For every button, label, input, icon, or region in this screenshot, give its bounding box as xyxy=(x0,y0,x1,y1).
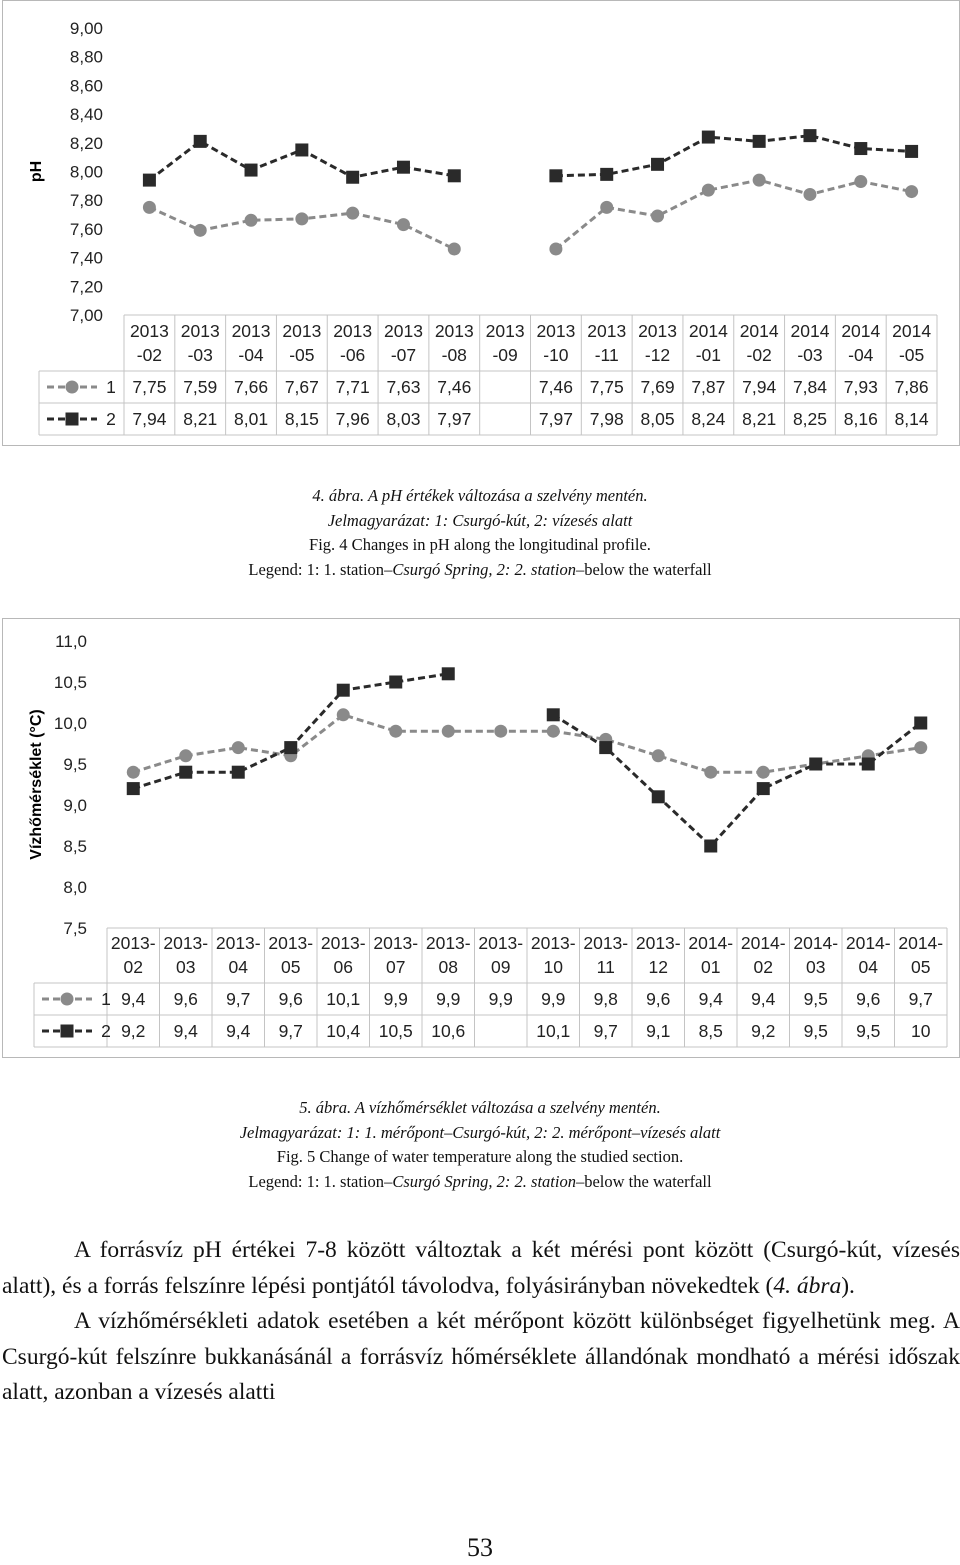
ph-chart-series-1-legend-marker xyxy=(66,381,79,394)
ph-chart-y-tick-label: 8,00 xyxy=(69,162,103,182)
temperature-chart-y-tick-label: 9,0 xyxy=(63,796,87,815)
ph-chart-series-1-point xyxy=(651,209,664,222)
temperature-chart-series-1-point xyxy=(127,766,140,779)
temperature-chart-series-2-data-label: 9,2 xyxy=(121,1021,146,1041)
ph-chart-category-label: 2013 -04 xyxy=(231,321,271,365)
ph-chart-y-tick-label: 8,80 xyxy=(69,47,103,67)
temperature-chart-series-2-point xyxy=(179,766,192,779)
ph-chart-series-2-data-label: 7,97 xyxy=(538,409,573,429)
ph-chart-series-2-point xyxy=(143,174,156,187)
ph-chart-series-2-point xyxy=(803,129,816,142)
temperature-chart-series-1-point xyxy=(389,725,402,738)
ph-chart-series-1-point xyxy=(346,207,359,220)
figure-4-legend-en-a: Legend: 1: 1. station xyxy=(248,559,385,579)
ph-chart-series-2-data-label: 8,05 xyxy=(640,409,675,429)
temperature-chart-series-2-point xyxy=(337,684,350,697)
ph-chart-series-2-point xyxy=(854,142,867,155)
temperature-chart-series-1-legend-marker xyxy=(61,993,74,1006)
ph-chart-series-2-data-label: 7,94 xyxy=(132,409,167,429)
ph-chart-y-tick-label: 9,00 xyxy=(69,19,103,38)
ph-chart-series-2-point xyxy=(600,168,613,181)
temperature-chart-category-label: 2013-09 xyxy=(478,933,524,977)
temperature-chart-series-1-point xyxy=(652,749,665,762)
temperature-chart-series-2-point xyxy=(547,708,560,721)
ph-chart-series-1-point xyxy=(245,214,258,227)
ph-chart-series-2-data-label: 8,15 xyxy=(284,409,319,429)
temperature-chart-series-1-data-label: 9,8 xyxy=(593,989,618,1009)
ph-chart-series-2-data-label: 8,24 xyxy=(691,409,726,429)
temperature-chart-category-label: 2014-01 xyxy=(688,933,734,977)
temperature-chart-series-2-point xyxy=(757,782,770,795)
temperature-chart-series-1-point xyxy=(232,741,245,754)
ph-chart-series-1-point xyxy=(295,212,308,225)
temperature-chart-series-1-data-label: 9,9 xyxy=(541,989,566,1009)
temperature-chart-series-1-point xyxy=(179,749,192,762)
figure-4-legend-en-b: –Csurgó Spring, 2: 2. station xyxy=(384,559,576,579)
ph-chart-series-1-point xyxy=(194,224,207,237)
figure-5-number: 5. ábra. xyxy=(299,1098,352,1117)
ph-chart-series-1-point xyxy=(397,218,410,231)
temperature-chart-series-1-data-label: 9,9 xyxy=(383,989,408,1009)
figure-5-title: A vízhőmérséklet változása a szelvény mentén. xyxy=(351,1098,661,1117)
ph-chart-y-axis-title: pH xyxy=(28,160,45,183)
temperature-chart-series-2-point xyxy=(652,790,665,803)
temperature-chart-series-2-point xyxy=(704,840,717,853)
figure-5-legend-en-b: –Csurgó Spring, 2: 2. station xyxy=(384,1171,576,1191)
temperature-chart-y-tick-label: 8,5 xyxy=(63,837,87,856)
ph-chart-category-label: 2013 -08 xyxy=(434,321,474,365)
temperature-chart-series-2-point xyxy=(389,676,402,689)
ph-chart-series-1-data-label: 7,66 xyxy=(234,377,269,397)
temperature-chart-y-tick-label: 9,5 xyxy=(63,755,87,774)
figure-4-title-en: Fig. 4 Changes in pH along the longitudinal profile. xyxy=(309,535,651,554)
temperature-chart-category-label: 2014-04 xyxy=(845,933,891,977)
ph-chart-series-1-point xyxy=(448,242,461,255)
temperature-chart-category-label: 2014-05 xyxy=(898,933,944,977)
ph-chart-series-1-data-label: 7,93 xyxy=(843,377,878,397)
temperature-chart-series-2-point xyxy=(599,741,612,754)
ph-chart-series-1-point xyxy=(600,201,613,214)
temperature-chart-series-1-line xyxy=(133,715,921,772)
temperature-chart-series-2-legend-marker xyxy=(61,1025,74,1038)
ph-chart-series-2-legend-label: 2 xyxy=(106,409,116,429)
temperature-chart-category-label: 2013-07 xyxy=(373,933,419,977)
temperature-chart-series-1-data-label: 9,4 xyxy=(698,989,723,1009)
ph-chart-series-1-data-label: 7,86 xyxy=(894,377,929,397)
temperature-chart-y-tick-label: 11,0 xyxy=(55,632,87,651)
ph-chart-series-1-point xyxy=(143,201,156,214)
ph-chart-series-2-point xyxy=(448,169,461,182)
ph-chart-series-1-point xyxy=(702,184,715,197)
page-number: 53 xyxy=(467,1533,493,1562)
ph-chart-y-tick-label: 7,60 xyxy=(69,219,103,239)
ph-chart-series-1-data-label: 7,69 xyxy=(640,377,675,397)
figure-4-legend-en-c: –below the waterfall xyxy=(575,559,712,579)
ph-chart-category-label: 2013 -03 xyxy=(180,321,220,365)
ph-chart-series-2-point xyxy=(651,158,664,171)
temperature-chart-series-1-data-label: 9,6 xyxy=(646,989,671,1009)
temperature-chart-series-1-point xyxy=(757,766,770,779)
temperature-chart-series-2-data-label: 9,4 xyxy=(226,1021,251,1041)
temperature-chart-series-2-point xyxy=(862,758,875,771)
ph-chart-y-tick-label: 7,40 xyxy=(69,248,103,268)
temperature-chart-series-2-point xyxy=(914,717,927,730)
ph-chart-series-2-data-label: 7,97 xyxy=(437,409,472,429)
ph-chart-y-tick-label: 7,00 xyxy=(69,306,103,325)
ph-chart-category-label: 2013 -10 xyxy=(536,321,576,365)
ph-chart-series-1-point xyxy=(753,174,766,187)
temperature-chart-series-1-data-label: 9,6 xyxy=(278,989,303,1009)
paragraph-2: A vízhőmérsékleti adatok esetében a két mérőpont között különbséget figyelhetünk meg. A Csurgó-kút felszínre bukkanásánál a forrásvíz hőmérséklete állandónak mondható a mérési időszak alatt, azonban a vízesés alatti xyxy=(2,1308,960,1405)
ph-chart-series-1-data-label: 7,87 xyxy=(691,377,726,397)
temperature-chart-series-1-data-label: 9,5 xyxy=(803,989,828,1009)
ph-chart-series-2-legend-marker xyxy=(66,413,79,426)
temperature-chart-series-2-point xyxy=(232,766,245,779)
ph-chart-series-1-data-label: 7,75 xyxy=(589,377,624,397)
ph-chart-y-tick-label: 7,80 xyxy=(69,191,103,211)
ph-chart-series-2-data-label: 8,21 xyxy=(183,409,218,429)
ph-chart-series-2-point xyxy=(346,171,359,184)
temperature-chart-category-label: 2013-10 xyxy=(530,933,576,977)
temperature-chart-series-2-data-label: 9,5 xyxy=(803,1021,828,1041)
temperature-chart-category-label: 2013-12 xyxy=(635,933,681,977)
ph-chart-series-1-point xyxy=(905,185,918,198)
ph-chart-series-1-data-label: 7,84 xyxy=(792,377,827,397)
water-temperature-chart xyxy=(2,618,960,1058)
temperature-chart-series-2-data-label: 9,7 xyxy=(278,1021,303,1041)
temperature-chart-series-1-point xyxy=(442,725,455,738)
ph-chart-series-1-data-label: 7,63 xyxy=(386,377,421,397)
ph-chart-y-tick-label: 8,20 xyxy=(69,133,103,153)
temperature-chart-series-2-data-label: 10,4 xyxy=(326,1021,361,1041)
ph-chart-series-2-data-label: 7,98 xyxy=(589,409,624,429)
temperature-chart-category-label: 2013-05 xyxy=(268,933,314,977)
temperature-chart-series-1-point xyxy=(914,741,927,754)
temperature-chart-y-tick-label: 10,0 xyxy=(53,714,87,733)
temperature-chart-series-2-legend-label: 2 xyxy=(101,1021,111,1041)
temperature-chart-category-label: 2013-04 xyxy=(215,933,261,977)
ph-chart-series-2-point xyxy=(753,135,766,148)
temperature-chart-series-2-point xyxy=(284,741,297,754)
ph-chart-series-2-data-label: 8,01 xyxy=(234,409,269,429)
figure-4-number: 4. ábra. xyxy=(312,486,365,505)
ph-chart-series-1-data-label: 7,59 xyxy=(183,377,218,397)
temperature-chart-series-2-data-label: 9,2 xyxy=(751,1021,776,1041)
temperature-chart-series-1-data-label: 10,1 xyxy=(326,989,361,1009)
ph-chart-category-label: 2013 -02 xyxy=(129,321,169,365)
temperature-chart-category-label: 2014-03 xyxy=(793,933,839,977)
ph-chart-series-2-point xyxy=(549,169,562,182)
temperature-chart-series-1-point xyxy=(704,766,717,779)
ph-chart-category-label: 2013 -09 xyxy=(485,321,525,365)
ph-chart-series-1-line xyxy=(556,180,912,249)
ph-chart xyxy=(2,0,960,446)
figure-5-title-en: Fig. 5 Change of water temperature along the studied section. xyxy=(276,1147,684,1166)
ph-chart-series-2-point xyxy=(905,145,918,158)
temperature-chart-series-2-data-label: 10,6 xyxy=(431,1021,466,1041)
ph-chart-series-1-point xyxy=(854,175,867,188)
ph-chart-series-2-data-label: 8,25 xyxy=(792,409,827,429)
ph-chart-y-tick-label: 7,20 xyxy=(69,277,103,297)
temperature-chart-category-label: 2013-11 xyxy=(583,933,629,977)
figure-4-legend-hu: Jelmagyarázat: 1: Csurgó-kút, 2: vízesés alatt xyxy=(327,510,633,530)
ph-chart-category-label: 2014 -03 xyxy=(790,321,830,365)
temperature-chart-series-1-point xyxy=(547,725,560,738)
ph-chart-series-2-point xyxy=(397,161,410,174)
figure-reference: 4. ábra xyxy=(773,1272,842,1299)
temperature-chart-series-1-point xyxy=(494,725,507,738)
ph-chart-series-2-data-label: 8,03 xyxy=(386,409,421,429)
figure-4-title: A pH értékek változása a szelvény mentén. xyxy=(364,486,648,505)
ph-chart-series-2-point xyxy=(295,143,308,156)
temperature-chart-series-1-legend-label: 1 xyxy=(101,989,111,1009)
ph-chart-series-1-data-label: 7,75 xyxy=(132,377,167,397)
temperature-chart-series-1-data-label: 9,9 xyxy=(488,989,513,1009)
ph-chart-series-1-point xyxy=(549,242,562,255)
ph-chart-series-1-data-label: 7,94 xyxy=(742,377,777,397)
temperature-chart-category-label: 2014-02 xyxy=(740,933,786,977)
temperature-chart-series-2-data-label: 8,5 xyxy=(698,1021,723,1041)
ph-chart-y-tick-label: 8,40 xyxy=(69,105,103,125)
ph-chart-series-1-data-label: 7,67 xyxy=(284,377,319,397)
temperature-chart-series-2-point xyxy=(809,758,822,771)
ph-chart-series-1-data-label: 7,46 xyxy=(538,377,573,397)
ph-chart-series-1-data-label: 7,71 xyxy=(335,377,370,397)
figure-4-caption xyxy=(0,484,960,582)
ph-chart-category-label: 2013 -11 xyxy=(587,321,627,365)
temperature-chart-series-1-data-label: 9,6 xyxy=(856,989,881,1009)
temperature-chart-category-label: 2013-08 xyxy=(425,933,471,977)
temperature-chart-y-tick-label: 8,0 xyxy=(63,878,87,897)
temperature-chart-series-2-data-label: 10,5 xyxy=(378,1021,413,1041)
ph-chart-category-label: 2013 -05 xyxy=(282,321,322,365)
ph-chart-category-label: 2014 -02 xyxy=(739,321,779,365)
ph-chart-series-2-point xyxy=(702,131,715,144)
ph-chart-series-2-data-label: 8,16 xyxy=(843,409,878,429)
temperature-chart-series-2-data-label: 9,5 xyxy=(856,1021,881,1041)
water-temperature-chart-svg xyxy=(3,619,959,1057)
ph-chart-y-tick-label: 8,60 xyxy=(69,76,103,96)
temperature-chart-series-1-data-label: 9,4 xyxy=(121,989,146,1009)
figure-5-legend-hu: Jelmagyarázat: 1: 1. mérőpont–Csurgó-kút, 2: 2. mérőpont–vízesés alatt xyxy=(239,1122,721,1142)
paragraph-1-end: ). xyxy=(841,1272,855,1299)
temperature-chart-series-2-data-label: 10 xyxy=(911,1021,931,1041)
temperature-chart-y-axis-title: Vízhőmérséklet (°C) xyxy=(28,709,45,860)
ph-chart-category-label: 2014 -01 xyxy=(688,321,728,365)
figure-5-legend-en-a: Legend: 1: 1. station xyxy=(248,1171,385,1191)
temperature-chart-category-label: 2013-02 xyxy=(110,933,156,977)
temperature-chart-category-label: 2013-06 xyxy=(320,933,366,977)
ph-chart-series-2-data-label: 8,21 xyxy=(742,409,777,429)
temperature-chart-series-2-data-label: 9,4 xyxy=(173,1021,198,1041)
temperature-chart-series-1-data-label: 9,7 xyxy=(908,989,933,1009)
ph-chart-category-label: 2013 -06 xyxy=(333,321,373,365)
ph-chart-category-label: 2013 -12 xyxy=(638,321,677,365)
temperature-chart-series-2-data-label: 10,1 xyxy=(536,1021,571,1041)
figure-5-caption xyxy=(0,1096,960,1194)
ph-chart-series-2-data-label: 8,14 xyxy=(894,409,929,429)
temperature-chart-series-1-data-label: 9,7 xyxy=(226,989,251,1009)
ph-chart-series-1-point xyxy=(803,188,816,201)
ph-chart-category-label: 2014 -05 xyxy=(892,321,932,365)
ph-chart-series-2-point xyxy=(245,164,258,177)
ph-chart-category-label: 2013 -07 xyxy=(384,321,423,365)
temperature-chart-series-2-point xyxy=(127,782,140,795)
ph-chart-series-1-legend-label: 1 xyxy=(106,377,116,397)
figure-5-legend-en-c: –below the waterfall xyxy=(575,1171,712,1191)
temperature-chart-series-1-data-label: 9,4 xyxy=(751,989,776,1009)
temperature-chart-y-tick-label: 10,5 xyxy=(53,673,87,692)
ph-chart-svg xyxy=(3,1,959,445)
ph-chart-category-label: 2014 -04 xyxy=(841,321,881,365)
ph-chart-series-2-point xyxy=(194,135,207,148)
temperature-chart-series-1-data-label: 9,9 xyxy=(436,989,461,1009)
paragraph-1-text: A forrásvíz pH értékei 7-8 között változtak a két mérési pont között (Csurgó-kút, vízesés alatt), és a forrás felszínre lépési pontjától távolodva, folyásirányban növekedtek ( xyxy=(2,1237,960,1299)
temperature-chart-series-2-point xyxy=(442,667,455,680)
body-text xyxy=(2,1233,960,1411)
temperature-chart-series-2-data-label: 9,1 xyxy=(646,1021,671,1041)
temperature-chart-series-1-point xyxy=(337,708,350,721)
temperature-chart-series-1-data-label: 9,6 xyxy=(173,989,198,1009)
ph-chart-series-2-data-label: 7,96 xyxy=(335,409,370,429)
temperature-chart-series-2-data-label: 9,7 xyxy=(593,1021,618,1041)
temperature-chart-y-tick-label: 7,5 xyxy=(63,919,87,938)
ph-chart-series-1-data-label: 7,46 xyxy=(437,377,472,397)
temperature-chart-category-label: 2013-03 xyxy=(163,933,209,977)
paragraph-1 xyxy=(2,1233,960,1304)
